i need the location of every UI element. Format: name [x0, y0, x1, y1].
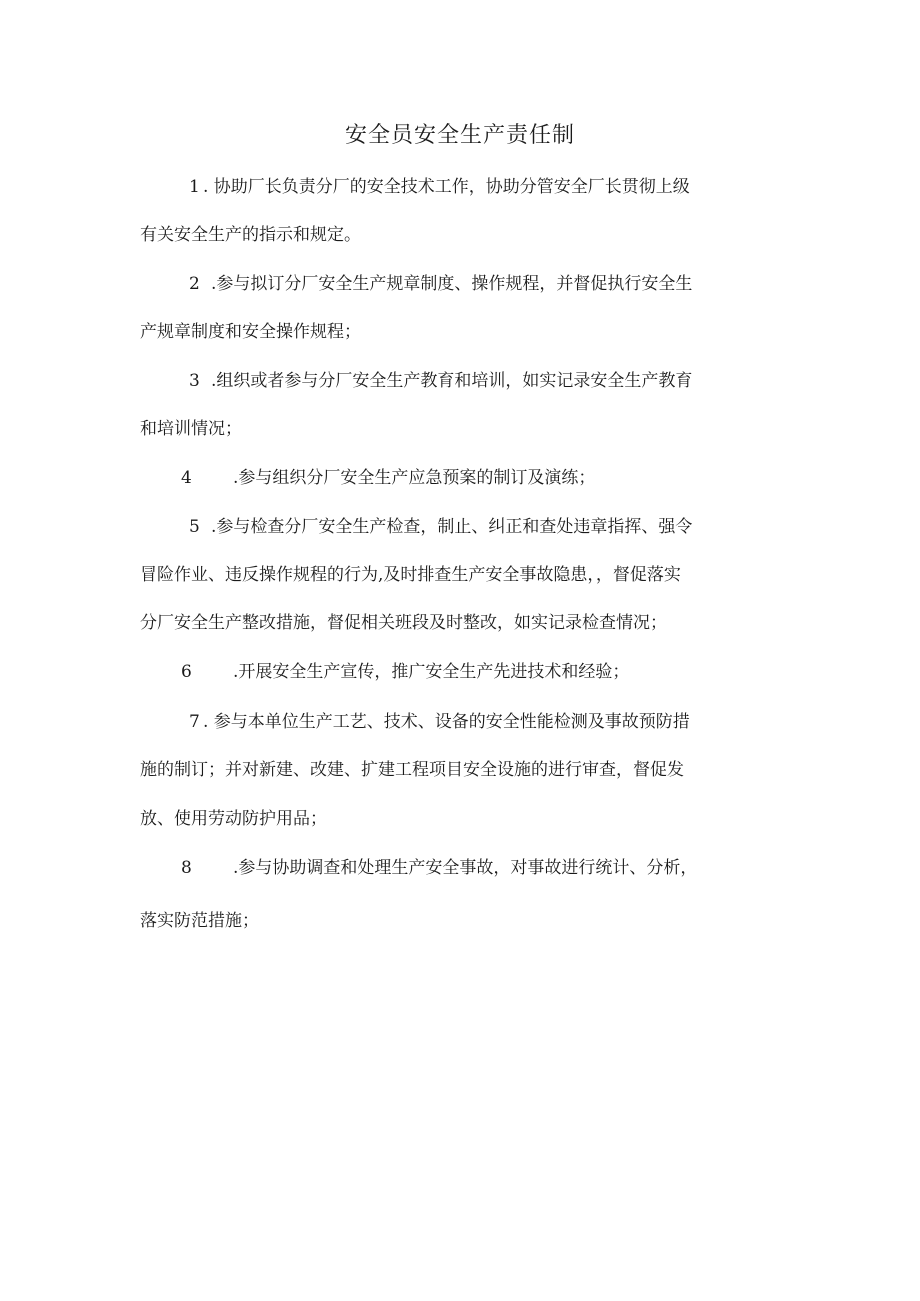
item-4-text-1: .参与组织分厂安全生产应急预案的制订及演练； [233, 468, 596, 488]
item-3-line-1 [189, 364, 692, 398]
item-5-text-1: .参与检查分厂安全生产检查，制止、纠正和查处违章指挥、强令 [211, 517, 693, 537]
item-6-number: 6 [181, 662, 192, 682]
item-3-number: 3 [189, 371, 200, 391]
item-8-number: 8 [181, 858, 192, 878]
item-2-text-1: .参与拟订分厂安全生产规章制度、操作规程，并督促执行安全生 [211, 274, 693, 294]
item-5-number: 5 [189, 517, 200, 537]
item-5-line-3: 分厂安全生产整改措施，督促相关班段及时整改，如实记录检查情况； [140, 613, 667, 633]
item-3-line-2: 和培训情况； [140, 419, 242, 439]
item-7-line-2: 施的制订；并对新建、改建、扩建工程项目安全设施的进行审查，督促发 [140, 760, 684, 780]
item-7-line-3: 放、使用劳动防护用品； [140, 809, 327, 829]
item-6-text-1: .开展安全生产宣传，推广安全生产先进技术和经验； [233, 662, 630, 682]
item-3-text-1: .组织或者参与分厂安全生产教育和培训，如实记录安全生产教育 [211, 371, 693, 391]
item-4-number: 4 [181, 468, 192, 488]
item-8-text-1: .参与协助调查和处理生产安全事故，对事故进行统计、分析， [233, 858, 698, 878]
item-2-line-2: 产规章制度和安全操作规程； [140, 322, 361, 342]
item-7-line-1 [189, 705, 690, 739]
item-7-text-1: . 参与本单位生产工艺、技术、设备的安全性能检测及事故预防措 [203, 712, 690, 732]
document-title: 安全员安全生产责任制 [344, 123, 575, 148]
item-1-line-1 [189, 170, 690, 204]
item-5-line-2: 冒险作业、违反操作规程的行为,及时排查生产安全事故隐患，，督促落实 [140, 565, 681, 585]
item-2-line-1 [189, 267, 692, 301]
item-4-line-1 [181, 461, 595, 495]
item-8-line-2: 落实防范措施； [140, 911, 259, 931]
item-5-line-1 [189, 510, 692, 544]
item-2-number: 2 [189, 274, 200, 294]
item-7-number: 7 [189, 712, 200, 732]
item-1-line-2: 有关安全生产的指示和规定。 [140, 225, 361, 245]
item-1-text-1: . 协助厂长负责分厂的安全技术工作，协助分管安全厂长贯彻上级 [203, 177, 690, 197]
item-8-line-1 [181, 851, 697, 885]
item-6-line-1 [181, 655, 629, 689]
item-1-number: 1 [189, 177, 200, 197]
